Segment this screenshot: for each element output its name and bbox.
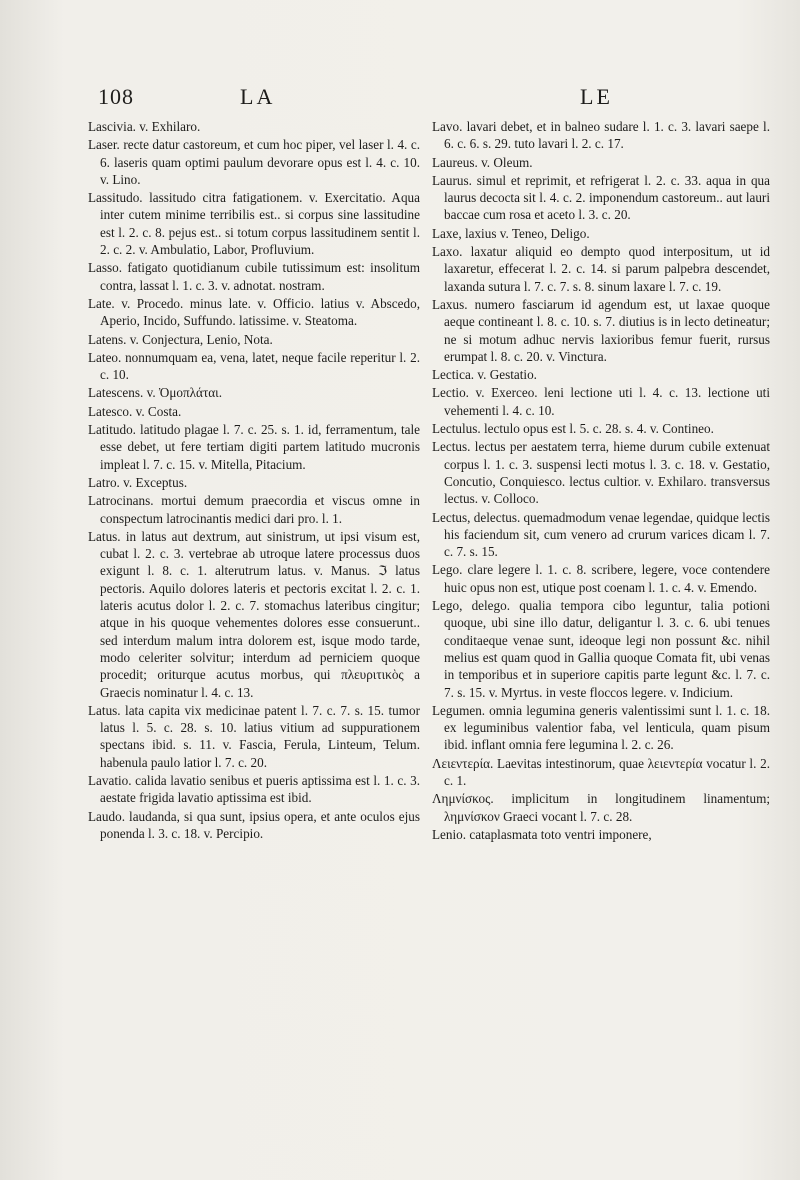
left-column xyxy=(88,118,420,843)
entry-legumen: Legumen. omnia legumina generis valentissimi sunt l. 1. c. 18. ex leguminibus valentior faba, vel lenticula, quam pisum ibid. inflant omnia fere legumina l. 2. c. 26. xyxy=(432,702,770,753)
running-head-right: LE xyxy=(580,84,613,109)
entry-lassitudo: Lassitudo. lassitudo citra fatigationem. v. Exercitatio. Aqua inter cutem minime terribilis est.. si corpus sine lassitudine est l. 2. c. 8. pejus est.. si totum corpus lassitudinem sentit l. 2. c. 2. v. Ambulatio, Labor, Profluvium. xyxy=(88,190,420,258)
entry-latus-broad: Latus. lata capita vix medicinae patent l. 7. c. 7. s. 15. tumor latus l. 5. c. 28. s. 10. latius vitium ad suppurationem spectans ibid. s. 11. v. Fascia, Ferula, Linteum, Telum. habenula paulo latior l. 7. c. 20. xyxy=(88,702,420,770)
entry-lavatio: Lavatio. calida lavatio senibus et pueris aptissima est l. 1. c. 3. aestate frigida lavatio aptissima est ibid. xyxy=(88,772,420,806)
entry-laudo: Laudo. laudanda, si qua sunt, ipsius opera, et ante oculos ejus ponenda l. 3. c. 18. v. Percipio. xyxy=(88,808,420,841)
entry-laurus: Laurus. simul et reprimit, et refrigerat l. 2. c. 33. aqua in qua laurus decocta sit l. 4. c. 2. imponendum castoreum.. aut lauri baccae cum rosa et aceto l. 3. c. 20. xyxy=(432,172,770,223)
entry-late: Late. v. Procedo. minus late. v. Officio. latius v. Abscedo, Aperio, Incido, Suffundo. latissime. v. Steatoma. xyxy=(88,295,420,329)
entry-latesco: Latesco. v. Costa. xyxy=(88,403,182,419)
entry-lenio: Lenio. cataplasmata toto ventri imponere, xyxy=(432,826,652,842)
entry-laureus: Laureus. v. Oleum. xyxy=(432,154,533,170)
entry-laxo: Laxo. laxatur aliquid eo dempto quod interpositum, ut id laxaretur, effecerat l. 2. c. 14. si parum palpebra descendet, laxanda sutura l. 7. c. 7. s. 8. sinum laxare l. 7. c. 19. xyxy=(432,244,770,294)
entry-leienteria: Λειεντερία. Laevitas intestinorum, quae λειεντερία vocatur l. 2. c. 1. xyxy=(432,755,770,788)
entry-laxus: Laxus. numero fasciarum id agendum est, ut laxae quoque aeque contineant l. 8. c. 10. s. 7. diutius is in lecto detineatur; ne si motum adhuc nervis laxioribus femur fuerit, rursus erumpat l. 8. c. 20. v. Vinctura. xyxy=(432,296,770,364)
entry-lavo: Lavo. lavari debet, et in balneo sudare l. 1. c. 3. lavari saepe l. 6. c. 6. s. 29. tuto lavari l. 2. c. 17. xyxy=(432,119,770,152)
entry-latitudo: Latitudo. latitudo plagae l. 7. c. 25. s. 1. id, ferramentum, tale esse debet, ut fere tertiam digiti partem latitudo mucronis impleat l. 7. c. 15. v. Mitella, Pitacium. xyxy=(88,422,420,472)
right-column xyxy=(432,118,770,844)
entry-lectus-delectus: Lectus, delectus. quemadmodum venae legendae, quidque lectis his faciendum sit, cum venero ad crurum varices dicam l. 7. c. 7. s. 15. xyxy=(432,509,770,560)
entry-laxe: Laxe, laxius v. Teneo, Deligo. xyxy=(432,225,590,241)
entry-lectica: Lectica. v. Gestatio. xyxy=(432,367,537,383)
entry-lego-delego: Lego, delego. qualia tempora cibo leguntur, talia potioni quoque, ubi sine illo datur, deligantur l. 3. c. 6. ubi tenues conditaeque venae sunt, ideoque legi non possunt &c. nihil melius est quam quod in Gallia quoque Comata fit, ubi venas in temporibus et in superiore capitis parte legunt &c. l. 7. c. 7. s. 15. v. Myrtus. in veste floccos legere. v. Indicium. xyxy=(432,598,770,700)
entry-lectulus: Lectulus. lectulo opus est l. 5. c. 28. s. 4. v. Contineo. xyxy=(432,421,714,437)
entry-lascivia: Lascivia. v. Exhilaro. xyxy=(88,119,201,134)
entry-lemniskos: Λημνίσκος. implicitum in longitudinem linamentum; λημνίσκον Graeci vocant l. 7. c. 28. xyxy=(432,791,770,824)
entry-lasso: Lasso. fatigato quotidianum cubile tutissimum est: insolitum contra, lassat l. 1. c. 3. v. adnotat. nostram. xyxy=(88,260,420,293)
entry-latescens: Latescens. v. Ὀμοπλάται. xyxy=(88,385,223,401)
entry-lectio: Lectio. v. Exerceo. leni lectione uti l. 4. c. 13. lectione uti vehementi l. 4. c. 10. xyxy=(432,385,770,418)
entry-latrocinans: Latrocinans. mortui demum praecordia et viscus omne in conspectum latrocinantis medici dari pro. l. 1. xyxy=(88,493,420,526)
entry-lego-read: Lego. clare legere l. 1. c. 8. scribere, legere, voce contendere huic opus non est, utique post coenam l. 1. c. 4. v. Emendo. xyxy=(432,562,770,595)
entry-latro: Latro. v. Exceptus. xyxy=(88,474,188,490)
entry-lateo: Lateo. nonnumquam ea, vena, latet, neque facile reperitur l. 2. c. 10. xyxy=(88,349,420,383)
running-head-left: LA xyxy=(240,84,276,109)
page-header xyxy=(0,84,800,114)
entry-lectus-bed: Lectus. lectus per aestatem terra, hieme durum cubile extenuat corpus l. 1. c. 3. suspensi lecti motus l. 3. c. 18. v. Gestatio, Concutio, Conquiesco. lectus cultior. v. Exhilaro. transversus lectus. v. Colloco. xyxy=(432,439,770,507)
entry-laser: Laser. recte datur castoreum, et cum hoc piper, vel laser l. 4. c. 6. laseris quam optimi paulum devorare opus est l. 4. c. 10. v. Lino. xyxy=(88,137,420,187)
page-number: 108 xyxy=(98,84,134,109)
entry-latus-side: Latus. in latus aut dextrum, aut sinistrum, ut ipsi visum est, cubat l. 2. c. 3. vertebrae ab utroque latere processus duos exigunt l. 8. c. 1. alterutrum latus. v. Manus. ℑ latus pectoris. Aquilo dolores lateris et pectoris excitat l. 2. c. 1. lateris acutus dolor l. 2. c. 7. stomachus lateribus cingitur; atque in his quoque vehementes dolores esse consuerunt.. sed interdum malum intra dolorem est, isque modo tarde, modo celeriter solvitur; interdum ad perniciem quoque procedit; oriturque acutus morbus, qui πλευριτικὸς a Graecis nominatur l. 4. c. 13. xyxy=(88,528,420,700)
entry-latens: Latens. v. Conjectura, Lenio, Nota. xyxy=(88,331,273,347)
